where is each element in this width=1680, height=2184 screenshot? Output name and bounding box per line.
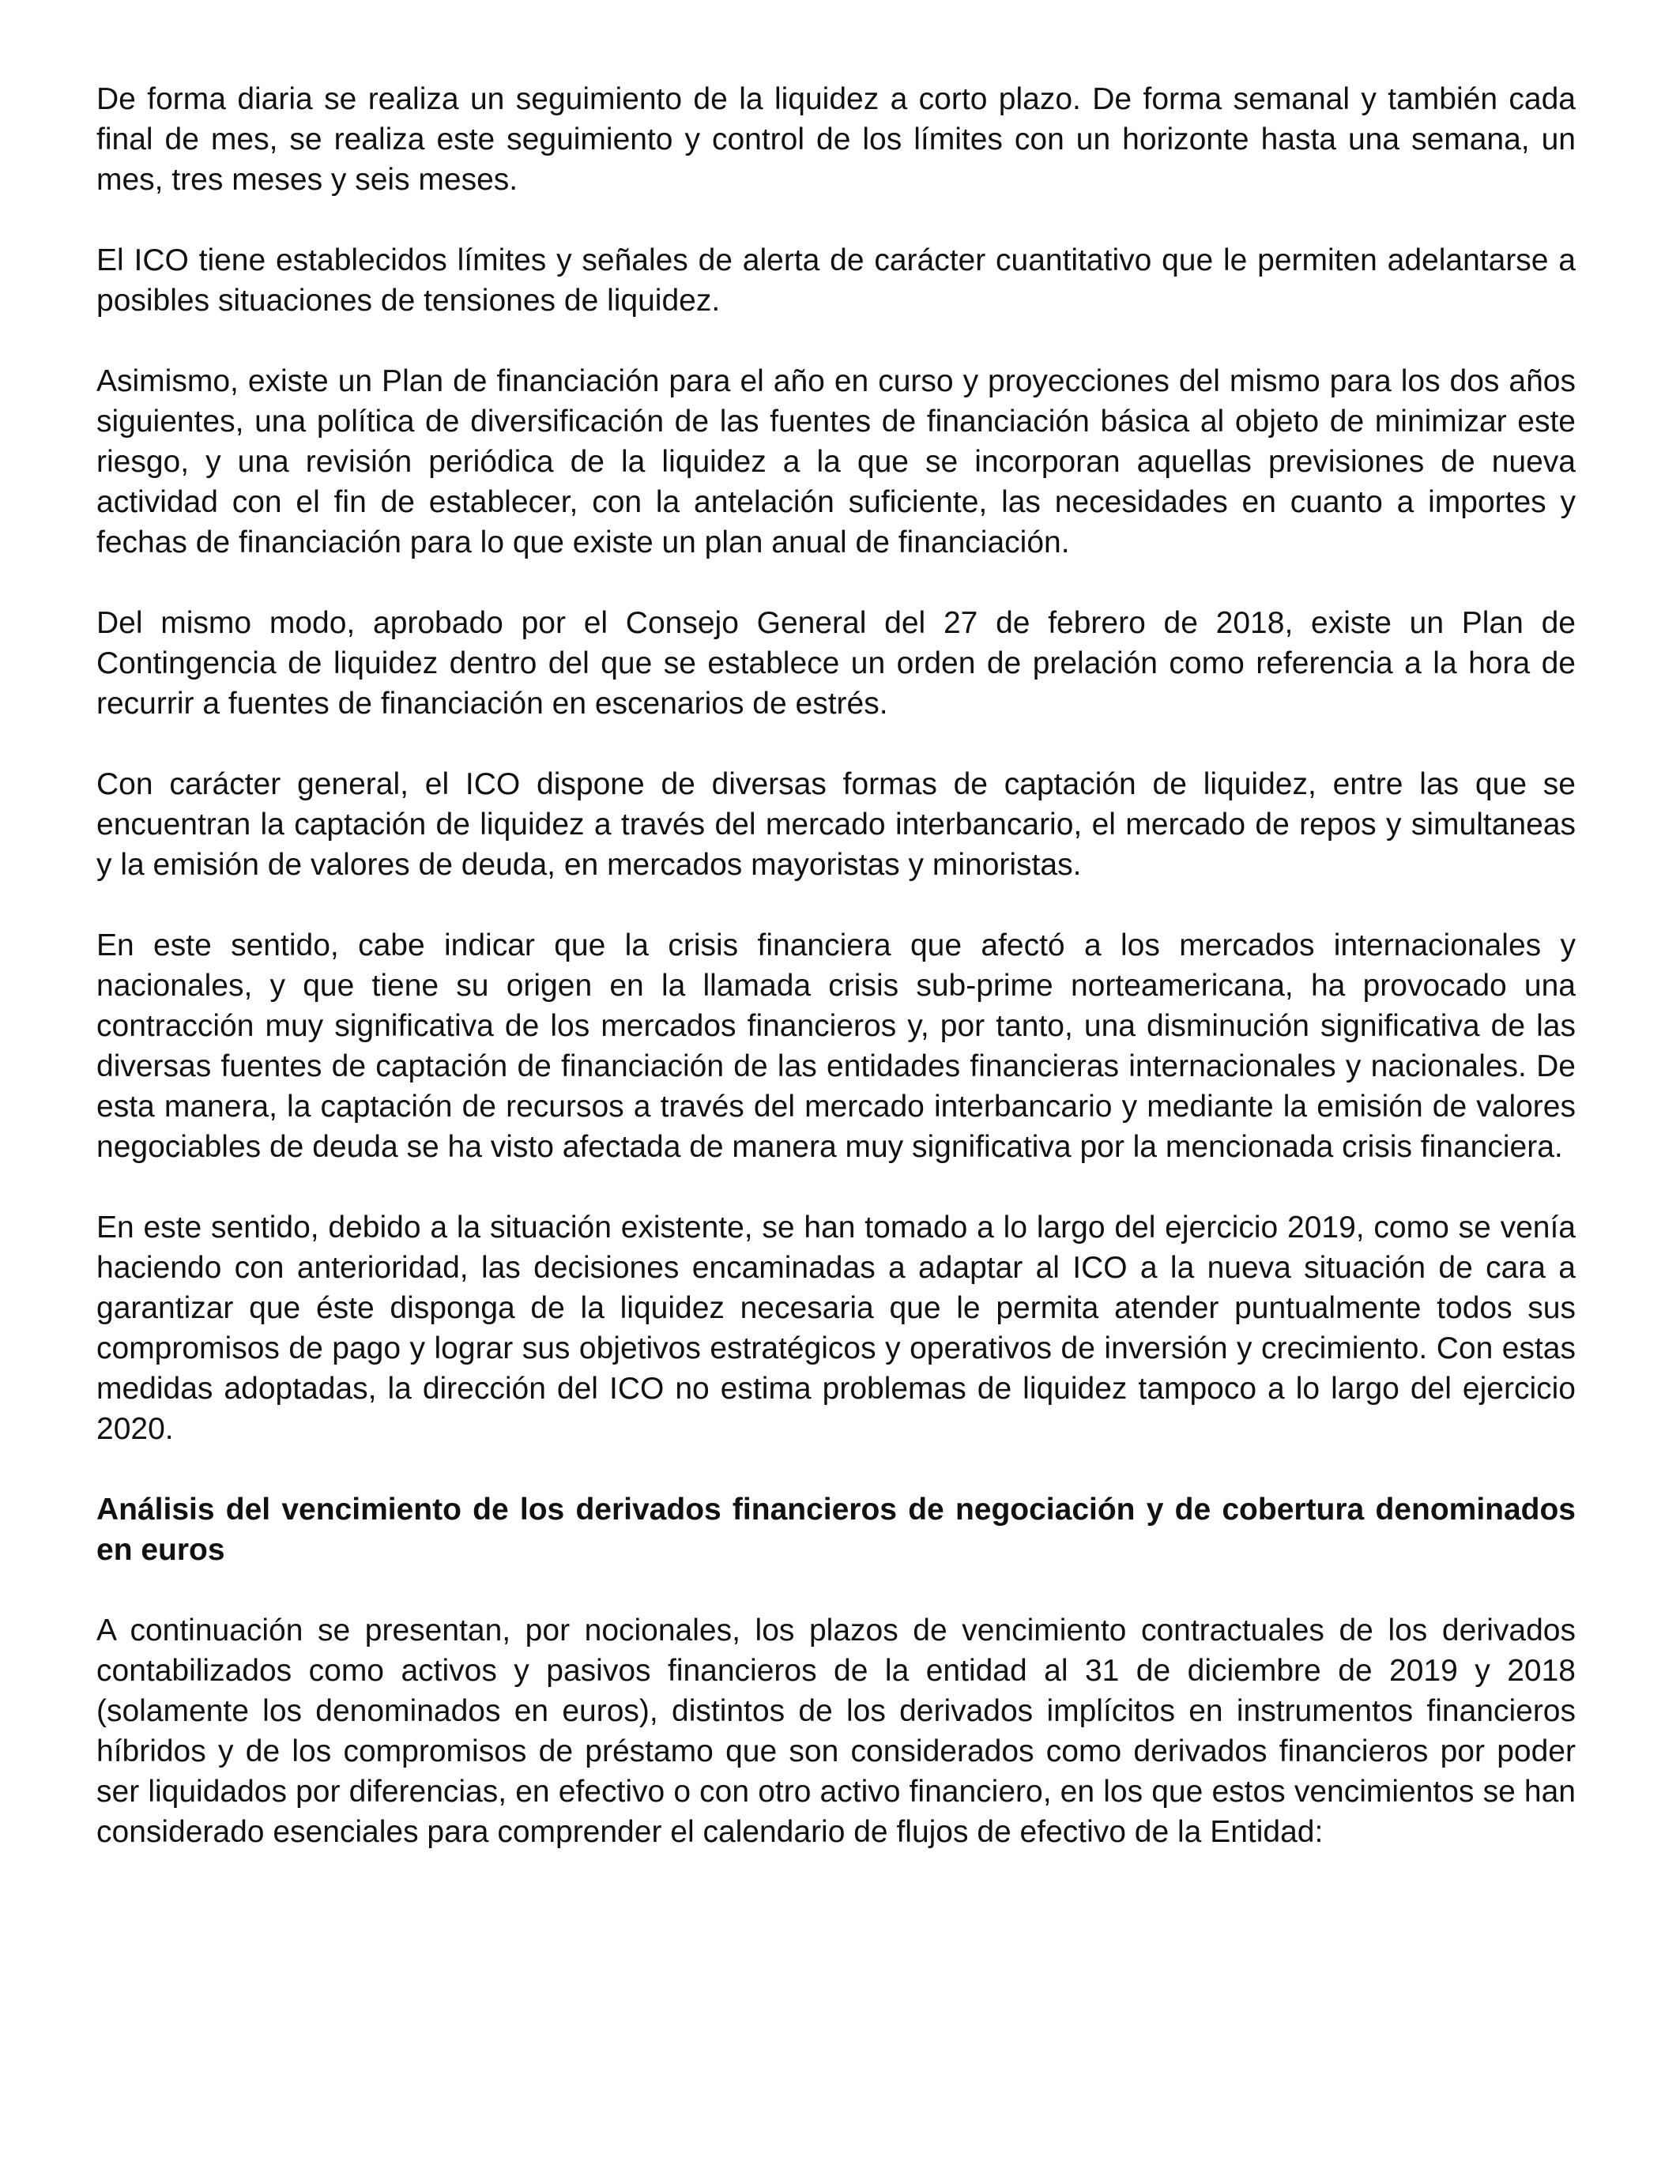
- paragraph-financing-plan: Asimismo, existe un Plan de financiación para el año en curso y proyecciones del mismo para los dos años siguientes, una política de diversificación de las fuentes de financiación básica al objeto de minimizar este riesgo, y una revisión periódica de la liquidez a la que se incorporan aquellas previsiones de nueva actividad con el fin de establecer, con la antelación suficiente, las necesidades en cuanto a importes y fechas de financiación para lo que existe un plan anual de financiación.: [96, 364, 1576, 559]
- paragraph-liquidity-monitoring: De forma diaria se realiza un seguimiento de la liquidez a corto plazo. De forma semanal y también cada final de mes, se realiza este seguimiento y control de los límites con un horizonte hasta una semana, un mes, tres meses y seis meses.: [96, 82, 1576, 197]
- paragraph-measures-2019: En este sentido, debido a la situación existente, se han tomado a lo largo del ejercicio 2019, como se venía haciendo con anterioridad, las decisiones encaminadas a adaptar al ICO a la nueva situación de cara a garantizar que éste disponga de la liquidez necesaria que le permita atender puntualmente todos sus compromisos de pago y lograr sus objetivos estratégicos y operativos de inversión y crecimiento. Con estas medidas adoptadas, la dirección del ICO no estima problemas de liquidez tampoco a lo largo del ejercicio 2020.: [96, 1211, 1576, 1446]
- document-page: [96, 79, 1576, 1892]
- paragraph-financial-crisis: En este sentido, cabe indicar que la crisis financiera que afectó a los mercados internacionales y nacionales, y que tiene su origen en la llamada crisis sub-prime norteamericana, ha provocado una contracción muy significativa de los mercados financieros y, por tanto, una disminución significativa de las diversas fuentes de captación de financiación de las entidades financieras internacionales y nacionales. De esta manera, la captación de recursos a través del mercado interbancario y mediante la emisión de valores negociables de deuda se ha visto afectada de manera muy significativa por la mencionada crisis financiera.: [96, 928, 1576, 1164]
- section-heading: Análisis del vencimiento de los derivados financieros de negociación y de cobertura denominados en euros: [96, 1493, 1576, 1567]
- paragraph-alert-limits: El ICO tiene establecidos límites y señales de alerta de carácter cuantitativo que le permiten adelantarse a posibles situaciones de tensiones de liquidez.: [96, 243, 1576, 318]
- paragraph-liquidity-sources: Con carácter general, el ICO dispone de diversas formas de captación de liquidez, entre las que se encuentran la captación de liquidez a través del mercado interbancario, el mercado de repos y simultaneas y la emisión de valores de deuda, en mercados mayoristas y minoristas.: [96, 767, 1576, 882]
- paragraph-contingency-plan: Del mismo modo, aprobado por el Consejo General del 27 de febrero de 2018, existe un Plan de Contingencia de liquidez dentro del que se establece un orden de prelación como referencia a la hora de recurrir a fuentes de financiación en escenarios de estrés.: [96, 606, 1576, 721]
- paragraph-derivatives-maturity: A continuación se presentan, por nocionales, los plazos de vencimiento contractuales de los derivados contabilizados como activos y pasivos financieros de la entidad al 31 de diciembre de 2019 y 2018 (solamente los denominados en euros), distintos de los derivados implícitos en instrumentos financieros híbridos y de los compromisos de préstamo que son considerados como derivados financieros por poder ser liquidados por diferencias, en efectivo o con otro activo financiero, en los que estos vencimientos se han considerado esenciales para comprender el calendario de flujos de efectivo de la Entidad:: [96, 1614, 1576, 1849]
